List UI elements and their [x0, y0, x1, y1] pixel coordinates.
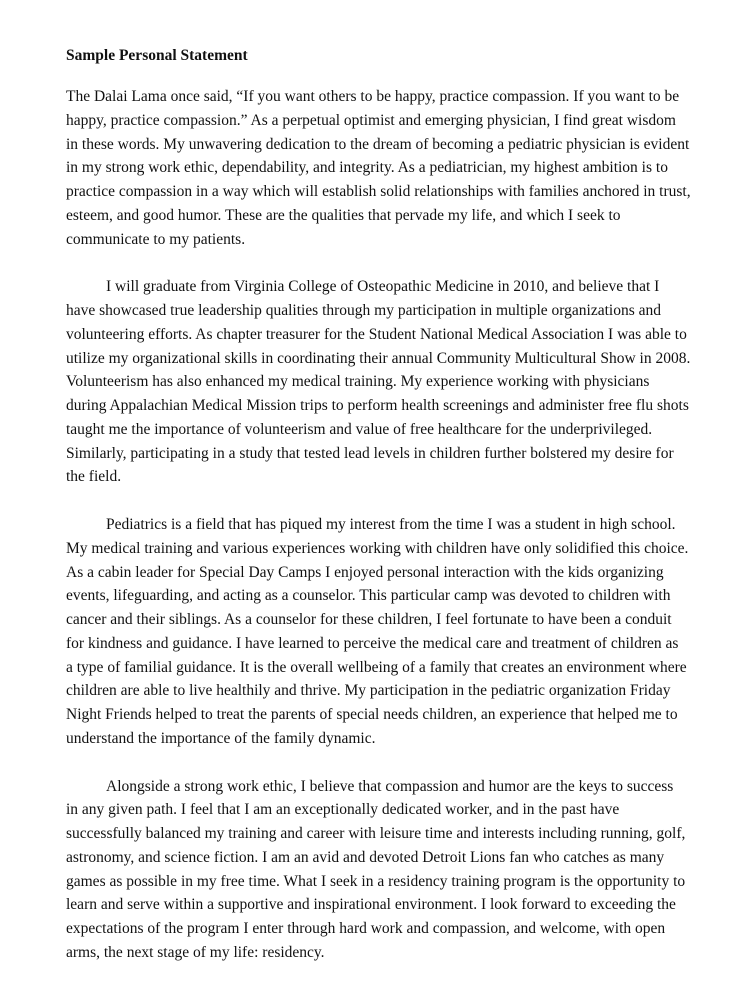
paragraph-2 — [66, 275, 691, 489]
text-line: have showcased true leadership qualities through my participation in multiple organizations and — [66, 302, 662, 319]
text-line: taught me the importance of volunteerism and value of free healthcare for the underprivileged. — [66, 420, 653, 438]
text-line: Pediatrics is a field that has piqued my interest from the time I was a student in high school. — [106, 516, 676, 533]
text-line: Volunteerism has also enhanced my medical training. My experience working with physicians — [66, 373, 650, 391]
text-line: utilize my organizational skills in coordinating their annual Community Multicultural Show in 2008. — [66, 349, 691, 367]
text-line: in any given path. I feel that I am an exceptionally dedicated worker, and in the past have — [66, 801, 620, 819]
text-line: esteem, and good humor. These are the qualities that pervade my life, and which I seek to — [66, 206, 621, 224]
text-line: My medical training and various experiences working with children have only solidified this choice. — [66, 539, 689, 557]
text-line: a type of familial guidance. It is the overall wellbeing of a family that creates an environment where — [66, 658, 687, 676]
text-line: Night Friends helped to treat the parents of special needs children, an experience that helped me to — [66, 706, 678, 723]
text-line: for kindness and guidance. I have learned to perceive the medical care and treatment of children as — [66, 634, 679, 652]
paragraph-3 — [66, 513, 689, 751]
text-line: the field. — [66, 468, 122, 486]
document-body — [66, 44, 691, 989]
text-line: As a cabin leader for Special Day Camps I enjoyed personal interaction with the kids organizing — [66, 563, 664, 581]
text-line: I will graduate from Virginia College of Osteopathic Medicine in 2010, and believe that I — [106, 278, 660, 296]
text-line: Similarly, participating in a study that tested lead levels in children further bolstered my desire for — [66, 444, 674, 462]
text-line: in these words. My unwavering dedication to the dream of becoming a pediatric physician is evident — [66, 135, 690, 153]
text-line: practice compassion in a way which will establish solid relationships with families anchored in trust, — [66, 183, 691, 200]
text-line: happy, practice compassion.” As a perpetual optimist and emerging physician, I find great wisdom — [66, 111, 676, 129]
text-line: in my strong work ethic, dependability, and integrity. As a pediatrician, my highest ambition is to — [66, 159, 668, 177]
text-line: games as possible in my free time. What I seek in a residency training program is the opportunity to — [66, 872, 686, 890]
text-line: events, lifeguarding, and acting as a counselor. This particular camp was devoted to children with — [66, 587, 671, 605]
text-line: children are able to live healthily and thrive. My participation in the pediatric organization Friday — [66, 682, 671, 700]
text-line: cancer and their siblings. As a counselor for these children, I feel fortunate to have been a conduit — [66, 611, 672, 628]
text-line: communicate to my patients. — [66, 230, 246, 248]
text-line: The Dalai Lama once said, “If you want others to be happy, practice compassion. If you want to be — [66, 88, 680, 105]
paragraph-4 — [66, 775, 686, 965]
text-line: astronomy, and science fiction. I am an avid and devoted Detroit Lions fan who catches as many — [66, 848, 665, 866]
text-line: expectations of the program I enter through hard work and compassion, and welcome, with open — [66, 920, 666, 937]
document-title: Sample Personal Statement — [66, 47, 248, 64]
text-line: volunteering efforts. As chapter treasurer for the Student National Medical Association I was able to — [66, 325, 687, 343]
text-line: understand the importance of the family dynamic. — [66, 729, 376, 747]
text-line: successfully balanced my training and career with leisure time and interests including running, golf, — [66, 825, 686, 842]
text-line: during Appalachian Medical Mission trips to perform health screenings and administer free flu shots — [66, 397, 689, 414]
paragraph-1 — [66, 85, 691, 251]
text-line: learn and serve within a supportive and inspirational environment. I look forward to exceeding the — [66, 896, 676, 914]
text-line: Alongside a strong work ethic, I believe that compassion and humor are the keys to success — [106, 777, 674, 795]
text-line: arms, the next stage of my life: residency. — [66, 943, 325, 961]
